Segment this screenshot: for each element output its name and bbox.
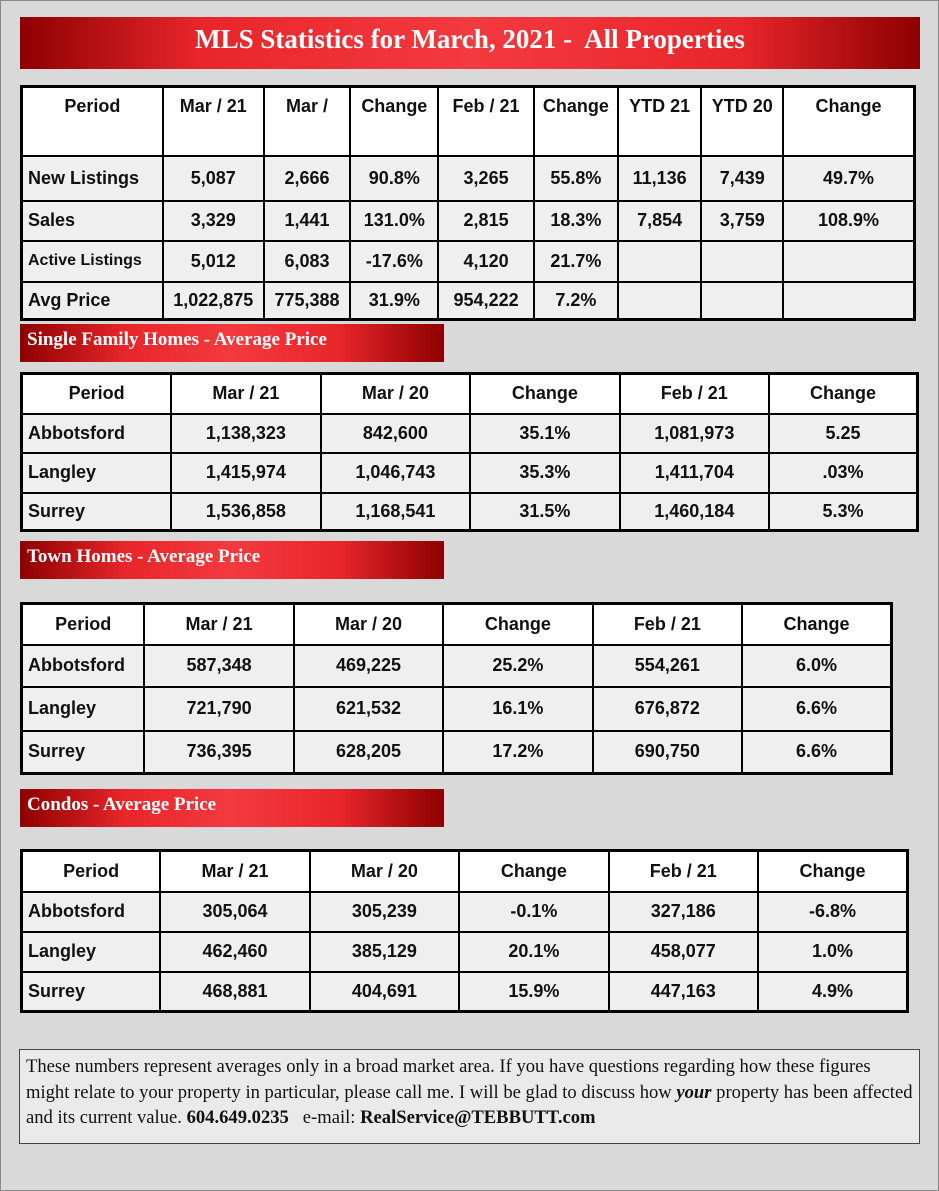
cell: 35.3% [470, 453, 619, 493]
town-homes-table [20, 602, 893, 775]
header-cell: Feb / 21 [593, 604, 742, 645]
header-cell: Period [22, 851, 161, 892]
header-cell: Change [470, 374, 619, 414]
row-label: Avg Price [22, 282, 163, 320]
cell: 1,081,973 [620, 414, 770, 453]
table-header-row [22, 604, 892, 645]
table-row [22, 493, 918, 531]
cell: 554,261 [593, 645, 742, 687]
note-emphasis: your [676, 1081, 712, 1103]
cell: 1,046,743 [321, 453, 471, 493]
cell: -17.6% [350, 241, 438, 282]
table-row [22, 645, 892, 687]
header-cell: Feb / 21 [620, 374, 770, 414]
cell: 6.6% [742, 687, 891, 731]
cell: 842,600 [321, 414, 471, 453]
cell [618, 282, 702, 320]
cell: 35.1% [470, 414, 619, 453]
header-cell: Mar / 20 [294, 604, 443, 645]
header-cell: Period [22, 87, 163, 156]
contact-note [19, 1049, 920, 1144]
cell: 1,138,323 [171, 414, 321, 453]
table-row [22, 282, 915, 320]
cell: 15.9% [459, 972, 608, 1012]
cell: 4.9% [758, 972, 907, 1012]
table-header-row [22, 374, 918, 414]
cell: 587,348 [144, 645, 293, 687]
header-cell: Period [22, 374, 172, 414]
cell: 131.0% [350, 201, 438, 241]
header-cell: Mar / 20 [310, 851, 459, 892]
cell [701, 241, 783, 282]
cell: 6.6% [742, 731, 891, 774]
header-cell: Mar / 21 [171, 374, 321, 414]
header-cell: Change [783, 87, 914, 156]
table-row [22, 453, 918, 493]
note-text: These numbers represent averages only in a broad market area. If you have questions regarding how these figures might relate to your property in particular, please call me. I will be glad to discuss how [26, 1056, 871, 1103]
table-row [22, 972, 908, 1012]
header-cell: Change [459, 851, 608, 892]
header-cell: Mar / 21 [163, 87, 264, 156]
cell: 3,329 [163, 201, 264, 241]
cell: 1,460,184 [620, 493, 770, 531]
row-label: Surrey [22, 972, 161, 1012]
cell: 404,691 [310, 972, 459, 1012]
town-homes-heading: Town Homes - Average Price [20, 541, 444, 579]
note-text-continued: property has been affected and its current value. [26, 1081, 913, 1128]
cell: 108.9% [783, 201, 914, 241]
header-cell: YTD 21 [618, 87, 702, 156]
row-label: Abbotsford [22, 645, 145, 687]
table-row [22, 241, 915, 282]
table-header-row [22, 851, 908, 892]
cell: 447,163 [609, 972, 758, 1012]
cell: 7,439 [701, 156, 783, 201]
row-label: New Listings [22, 156, 163, 201]
email-link[interactable]: RealService@TEBBUTT.com [360, 1107, 596, 1128]
cell: 5,012 [163, 241, 264, 282]
cell: 5.25 [769, 414, 917, 453]
header-cell: Change [443, 604, 592, 645]
cell: 469,225 [294, 645, 443, 687]
cell: 736,395 [144, 731, 293, 774]
header-cell: Feb / 21 [438, 87, 534, 156]
header-cell: Mar / 20 [321, 374, 471, 414]
cell: 462,460 [160, 932, 309, 972]
cell: 11,136 [618, 156, 702, 201]
cell: 31.9% [350, 282, 438, 320]
table-row [22, 687, 892, 731]
cell: 676,872 [593, 687, 742, 731]
header-cell: Mar / 21 [160, 851, 309, 892]
cell: 6.0% [742, 645, 891, 687]
cell: 1,411,704 [620, 453, 770, 493]
cell: -6.8% [758, 892, 907, 932]
cell: 721,790 [144, 687, 293, 731]
cell: 775,388 [264, 282, 351, 320]
row-label: Abbotsford [22, 414, 172, 453]
condos-table [20, 849, 909, 1013]
table-row [22, 731, 892, 774]
cell: 3,265 [438, 156, 534, 201]
table-row [22, 932, 908, 972]
cell: 16.1% [443, 687, 592, 731]
cell: 954,222 [438, 282, 534, 320]
header-cell: Mar / 21 [144, 604, 293, 645]
single-family-heading: Single Family Homes - Average Price [20, 324, 444, 362]
row-label: Langley [22, 932, 161, 972]
cell: 1,168,541 [321, 493, 471, 531]
cell: 628,205 [294, 731, 443, 774]
cell: 7,854 [618, 201, 702, 241]
row-label: Langley [22, 453, 172, 493]
page-title: MLS Statistics for March, 2021 - All Properties [20, 17, 920, 69]
cell [701, 282, 783, 320]
header-cell: YTD 20 [701, 87, 783, 156]
row-label: Langley [22, 687, 145, 731]
phone-number: 604.649.0235 [186, 1107, 289, 1128]
cell: 3,759 [701, 201, 783, 241]
table-row [22, 156, 915, 201]
cell: 690,750 [593, 731, 742, 774]
cell: 1,536,858 [171, 493, 321, 531]
row-label: Abbotsford [22, 892, 161, 932]
cell [783, 241, 914, 282]
cell: 468,881 [160, 972, 309, 1012]
header-cell: Change [534, 87, 618, 156]
cell: 55.8% [534, 156, 618, 201]
single-family-table [20, 372, 919, 532]
all-properties-table [20, 85, 916, 321]
cell: 6,083 [264, 241, 351, 282]
cell: 1.0% [758, 932, 907, 972]
cell: 18.3% [534, 201, 618, 241]
table-header-row [22, 87, 915, 156]
table-row [22, 414, 918, 453]
cell: 5.3% [769, 493, 917, 531]
table-row [22, 892, 908, 932]
cell: 385,129 [310, 932, 459, 972]
cell: 1,415,974 [171, 453, 321, 493]
header-cell: Feb / 21 [609, 851, 758, 892]
header-cell: Change [758, 851, 907, 892]
cell: 25.2% [443, 645, 592, 687]
row-label: Surrey [22, 493, 172, 531]
cell [618, 241, 702, 282]
cell: 327,186 [609, 892, 758, 932]
header-cell: Mar / [264, 87, 351, 156]
cell: 1,441 [264, 201, 351, 241]
cell: -0.1% [459, 892, 608, 932]
cell: 5,087 [163, 156, 264, 201]
table-row [22, 201, 915, 241]
cell: 4,120 [438, 241, 534, 282]
cell: 1,022,875 [163, 282, 264, 320]
cell: 305,239 [310, 892, 459, 932]
row-label: Sales [22, 201, 163, 241]
cell: 2,666 [264, 156, 351, 201]
cell: 90.8% [350, 156, 438, 201]
cell: .03% [769, 453, 917, 493]
cell: 20.1% [459, 932, 608, 972]
cell: 458,077 [609, 932, 758, 972]
condos-heading: Condos - Average Price [20, 789, 444, 827]
cell [783, 282, 914, 320]
header-cell: Period [22, 604, 145, 645]
row-label: Active Listings [22, 241, 163, 282]
header-cell: Change [769, 374, 917, 414]
cell: 621,532 [294, 687, 443, 731]
header-cell: Change [742, 604, 891, 645]
cell: 305,064 [160, 892, 309, 932]
cell: 31.5% [470, 493, 619, 531]
cell: 2,815 [438, 201, 534, 241]
row-label: Surrey [22, 731, 145, 774]
header-cell: Change [350, 87, 438, 156]
cell: 21.7% [534, 241, 618, 282]
email-label: e-mail: [288, 1107, 361, 1128]
cell: 7.2% [534, 282, 618, 320]
cell: 17.2% [443, 731, 592, 774]
cell: 49.7% [783, 156, 914, 201]
